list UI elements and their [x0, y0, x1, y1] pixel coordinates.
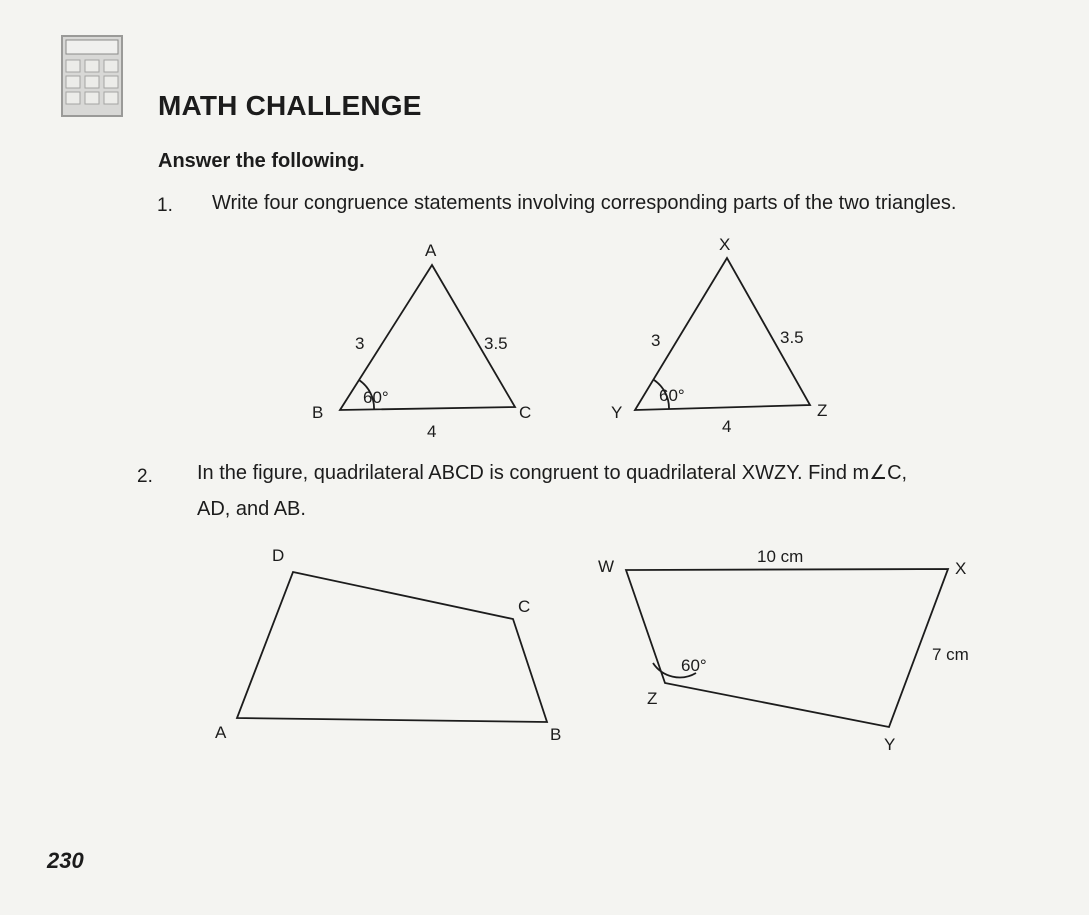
quad-wxyz-vertex-w: W: [598, 557, 615, 576]
triangle-abc-vertex-a: A: [425, 241, 437, 260]
triangle-xyz-vertex-y: Y: [611, 403, 623, 422]
triangle-abc-angle-b: 60°: [363, 388, 389, 407]
quad-abcd-vertex-c: C: [518, 597, 531, 616]
quadrilateral-wxyz: [626, 569, 948, 727]
instructions: Answer the following.: [158, 150, 365, 172]
question-1-text: Write four congruence statements involving corresponding parts of the two triangles.: [212, 192, 957, 214]
quad-wxyz-angle-z: 60°: [681, 656, 707, 675]
quad-wxyz-vertex-z: Z: [647, 689, 658, 708]
triangle-xyz-side-yz: 4: [722, 417, 732, 436]
quad-abcd-vertex-b: B: [550, 725, 562, 744]
quad-wxyz-vertex-x: X: [955, 559, 967, 578]
question-2-number: 2.: [137, 466, 153, 487]
quad-wxyz-side-wx: 10 cm: [757, 547, 804, 566]
triangle-abc-vertex-b: B: [312, 403, 324, 422]
triangle-xyz-angle-y: 60°: [659, 386, 685, 405]
quad-wxyz-vertex-y: Y: [884, 735, 896, 754]
triangle-abc-side-ab: 3: [355, 334, 365, 353]
triangle-abc-side-bc: 4: [427, 422, 437, 441]
question-2-text-line2: AD, and AB.: [197, 498, 306, 520]
triangle-xyz-side-xz: 3.5: [780, 328, 804, 347]
quad-abcd-vertex-a: A: [215, 723, 227, 742]
page-title: MATH CHALLENGE: [158, 90, 422, 121]
quad-abcd-vertex-d: D: [272, 546, 285, 565]
triangle-abc-side-ac: 3.5: [484, 334, 508, 353]
quadrilateral-abcd: [237, 572, 547, 722]
triangle-abc-vertex-c: C: [519, 403, 532, 422]
triangle-xyz-vertex-x: X: [719, 235, 731, 254]
question-2-text-line1: In the figure, quadrilateral ABCD is congruent to quadrilateral XWZY. Find m∠C,: [197, 462, 908, 484]
triangle-xyz-vertex-z: Z: [817, 401, 828, 420]
quad-wxyz-side-xy: 7 cm: [932, 645, 969, 664]
triangle-xyz-side-xy: 3: [651, 331, 661, 350]
question-1-number: 1.: [157, 195, 173, 216]
page-number: 230: [47, 848, 84, 873]
